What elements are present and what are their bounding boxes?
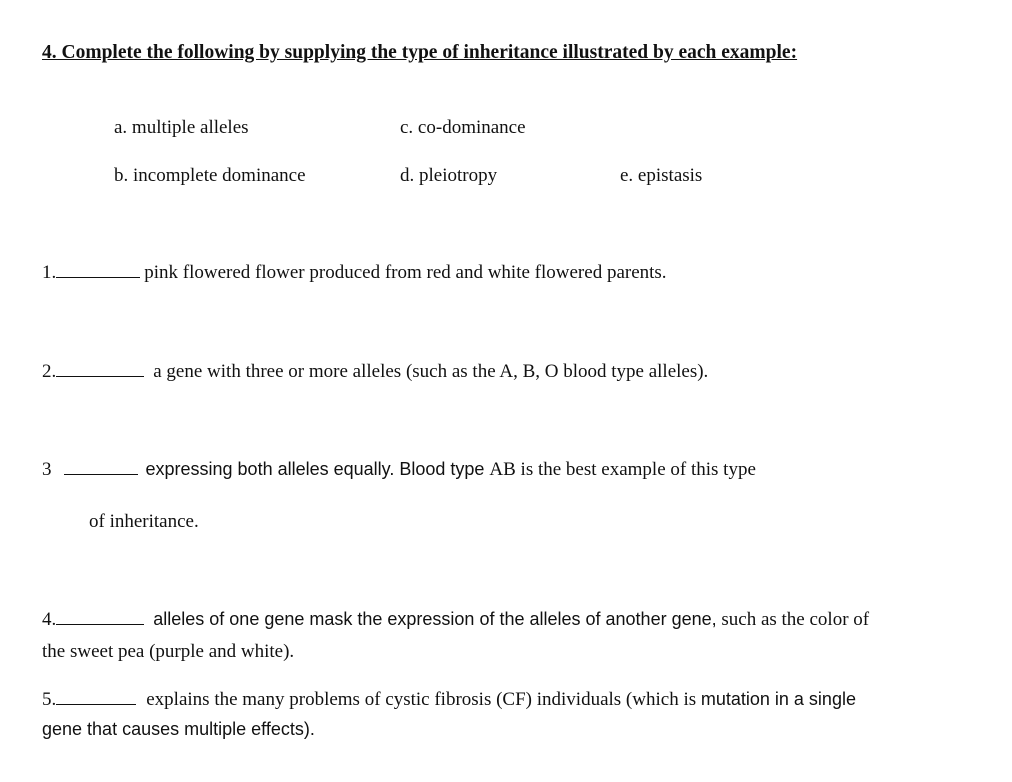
answer-blank[interactable]	[64, 460, 138, 475]
question-2	[42, 362, 708, 381]
question-text-continued: mutation in a single	[700, 689, 856, 709]
question-5	[42, 690, 856, 709]
question-number: 5.	[42, 689, 57, 710]
question-text: explains the many problems of cystic fibrosis (CF) individuals (which is	[146, 689, 701, 710]
question-number: 1.	[42, 262, 57, 283]
question-1	[42, 263, 667, 282]
answer-blank[interactable]	[56, 690, 136, 705]
question-4-continuation: the sweet pea (purple and white).	[42, 641, 295, 662]
question-text: expressing both alleles equally. Blood type	[145, 459, 490, 479]
question-3-continuation: of inheritance.	[89, 511, 199, 532]
answer-blank[interactable]	[56, 263, 140, 278]
question-5-continuation: gene that causes multiple effects).	[42, 719, 315, 739]
question-text-continued: AB is the best example of this type	[489, 459, 756, 480]
question-number: 3	[42, 459, 52, 480]
question-heading: 4. Complete the following by supplying the type of inheritance illustrated by each example:	[42, 42, 798, 63]
option-d: d. pleiotropy	[400, 165, 498, 186]
option-b: b. incomplete dominance	[114, 165, 306, 186]
answer-blank[interactable]	[56, 610, 144, 625]
option-c: c. co-dominance	[400, 117, 526, 138]
question-number: 4.	[42, 609, 57, 630]
answer-blank[interactable]	[56, 362, 144, 377]
option-a: a. multiple alleles	[114, 117, 249, 138]
question-text-continued: such as the color of	[716, 609, 870, 630]
question-3	[42, 460, 756, 479]
question-4	[42, 610, 869, 629]
question-text: alleles of one gene mask the expression of the alleles of another gene,	[153, 609, 717, 629]
option-e: e. epistasis	[620, 165, 703, 186]
question-number: 2.	[42, 361, 57, 382]
question-text: a gene with three or more alleles (such as the A, B, O blood type alleles).	[153, 361, 709, 382]
question-text: pink flowered flower produced from red and white flowered parents.	[144, 262, 667, 283]
